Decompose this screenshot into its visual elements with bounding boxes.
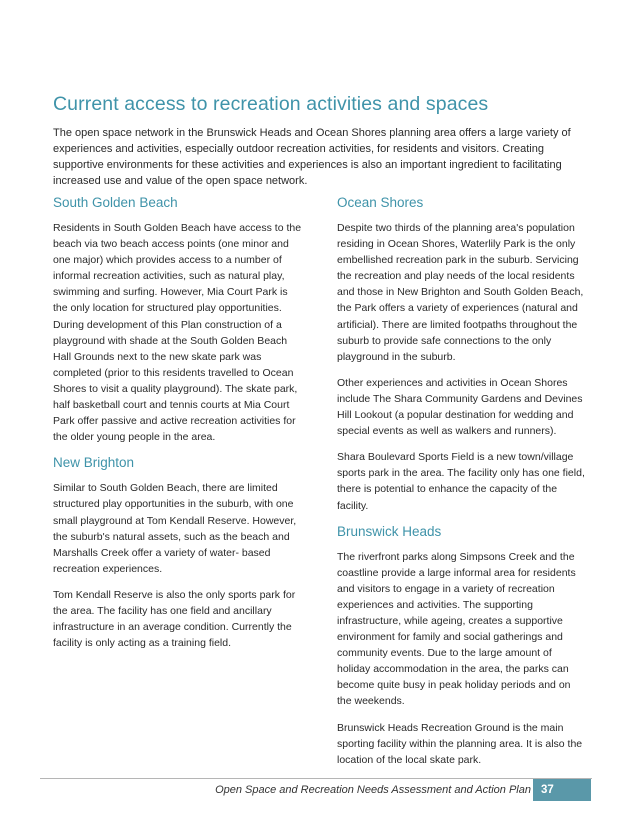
heading-new-brighton: New Brighton — [53, 455, 135, 471]
new-brighton-paragraph-2: Tom Kendall Reserve is also the only sports park for the area. The facility has one field and ancillary infrastructure in an average condition. Currently the facility is only acting as a training field. — [53, 588, 296, 650]
left-column — [53, 195, 303, 661]
section-brunswick-heads — [337, 524, 587, 768]
section-south-golden-beach — [53, 195, 303, 445]
intro-paragraph: The open space network in the Brunswick Heads and Ocean Shores planning area offers a large variety of experiences and activities, especially outdoor recreation activities, for residents and visitors. Creating supportive environments for these activities and experiences is also an important ingredient to facilitating increased use and value of the open space network. — [53, 127, 571, 187]
page-title: Current access to recreation activities and spaces — [53, 93, 489, 115]
ocean-shores-paragraph-2: Other experiences and activities in Ocean Shores include The Shara Community Gardens and Devines Hill Lookout (a popular destination for wedding and special events as well as walkers and runners). — [337, 376, 583, 438]
ocean-shores-paragraph-1: Despite two thirds of the planning area's population residing in Ocean Shores, Waterlily Park is the only embellished recreation park in the suburb. Servicing the recreation and play needs of the local residents and those in New Brighton and South Golden Beach, the Park offers a variety of experiences (natural and artificial). There are limited footpaths throughout the suburb to provide safe connections to the only playground in the suburb. — [337, 222, 584, 363]
brunswick-heads-paragraph-2: Brunswick Heads Recreation Ground is the main sporting facility within the planning area. It is also the location of the local skate park. — [337, 721, 583, 766]
right-column — [337, 195, 587, 778]
brunswick-heads-paragraph-1: The riverfront parks along Simpsons Creek and the coastline provide a large informal area for residents and visitors to engage in a variety of recreation experiences and activities. The supporting infrastructure, while ageing, creates a supportive environment for family and social gatherings and community events. Due to the large amount of holiday accommodation in the area, the parks can become quite busy in peak holiday periods and on the weekends. — [337, 550, 576, 708]
page-number: 37 — [533, 779, 591, 801]
new-brighton-paragraph-1: Similar to South Golden Beach, there are limited structured play opportunities in the suburb, with one small playground at Tom Kendall Reserve. However, the suburb's natural assets, such as the beach and Marshalls Creek offer a variety of water- based recreation experiences. — [53, 482, 297, 575]
heading-ocean-shores: Ocean Shores — [337, 195, 424, 210]
section-new-brighton — [53, 455, 303, 651]
heading-brunswick-heads: Brunswick Heads — [337, 523, 442, 539]
footer-document-title: Open Space and Recreation Needs Assessment and Action Plan — [215, 784, 531, 796]
heading-south-golden-beach: South Golden Beach — [53, 195, 178, 210]
section-ocean-shores — [337, 195, 587, 514]
footer-divider — [40, 778, 592, 779]
ocean-shores-paragraph-3: Shara Boulevard Sports Field is a new town/village sports park in the area. The facility only has one field, there is potential to enhance the capacity of the facility. — [337, 451, 585, 512]
south-golden-beach-paragraph-1: Residents in South Golden Beach have access to the beach via two beach access points (one minor and one major) which provides access to a number of informal recreation activities, such as natural play, swimming and surfing. However, Mia Court Park is the only location for structured play opportunities. During development of this Plan construction of a playground with shade at the South Golden Beach Hall Grounds next to the new skate park was completed (prior to this residents travelled to Ocean Shores to visit a quality playground). The skate park, half basketball court and tennis courts at Mia Court Park offer passive and active recreation activities for the older young people in the area. — [53, 222, 302, 444]
